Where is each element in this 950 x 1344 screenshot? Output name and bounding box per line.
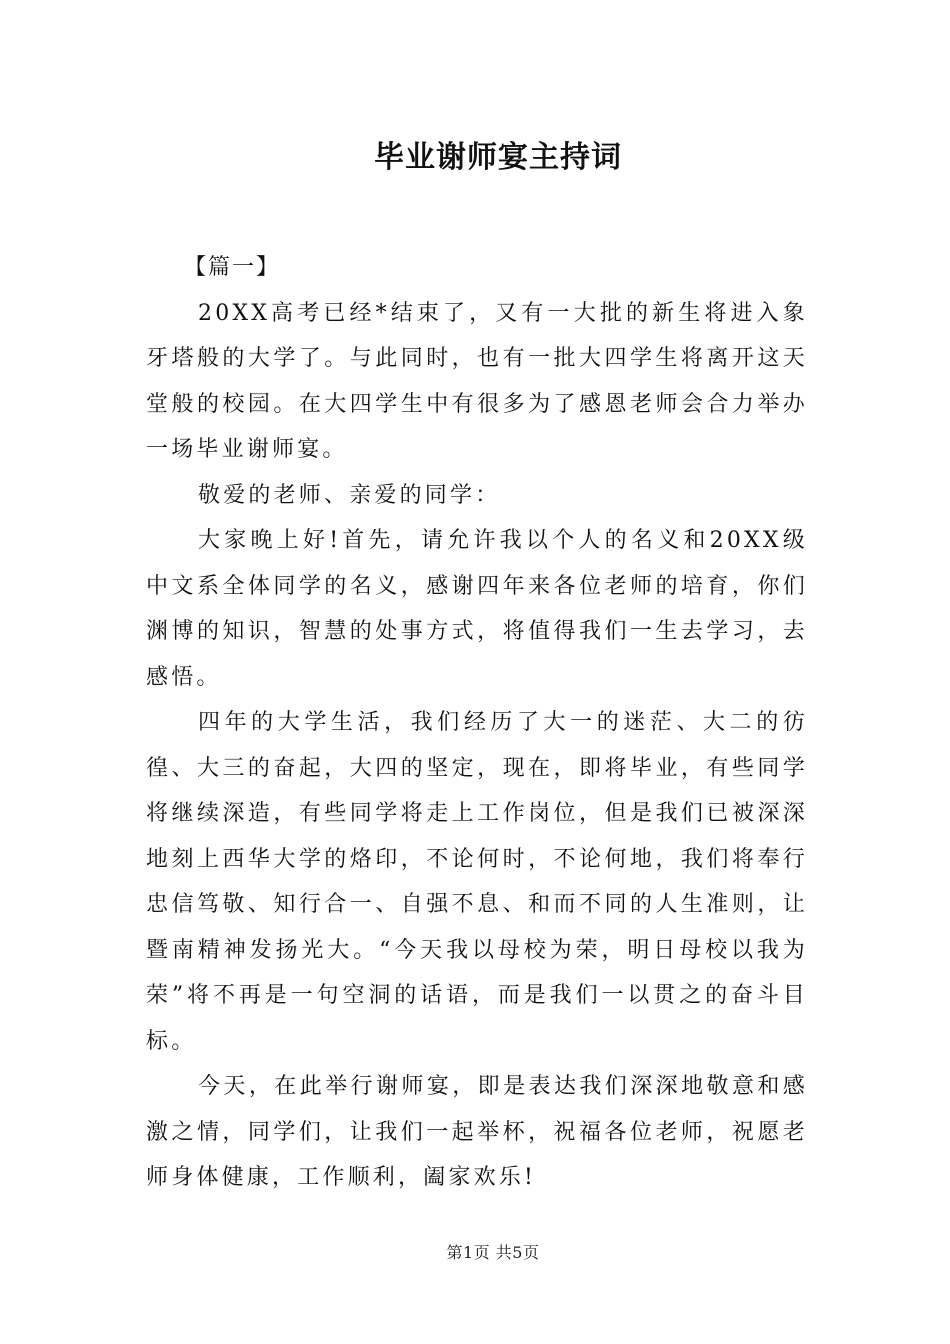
paragraph-university-life: 四年的大学生活，我们经历了大一的迷茫、大二的彷徨、大三的奋起，大四的坚定，现在，即将毕业，有些同学将继续深造，有些同学将走上工作岗位，但是我们已被深深地刻上西华大学的烙印，不论何时，不论何地，我们将奉行忠信笃敬、知行合一、自强不息、和而不同的人生准则，让暨南精神发扬光大。“今天我以母校为荣，明日母校以我为荣”将不再是一句空洞的话语，而是我们一以贯之的奋斗目标。 [146,710,808,1054]
paragraph-greeting: 敬爱的老师、亲爱的同学： [198,482,501,508]
paragraph-toast: 今天，在此举行谢师宴，即是表达我们深深地敬意和感激之情，同学们，让我们一起举杯，祝福各位老师，祝愿老师身体健康，工作顺利，阖家欢乐! [146,1074,808,1190]
page-title: 毕业谢师宴主持词 [374,140,622,175]
paragraph-intro: 20XX高考已经*结束了，又有一大批的新生将进入象牙塔般的大学了。与此同时，也有一批大四学生将离开这天堂般的校园。在大四学生中有很多为了感恩老师会合力举办一场毕业谢师宴。 [146,300,808,462]
page-number-footer: 第1页 共5页 [446,1243,540,1262]
section-heading: 【篇一】 [184,255,281,280]
document-body [146,245,808,1201]
paragraph-thanks: 大家晚上好!首先，请允许我以个人的名义和20XX级中文系全体同学的名义，感谢四年来各位老师的培育，你们渊博的知识，智慧的处事方式，将值得我们一生去学习，去感悟。 [146,528,808,690]
